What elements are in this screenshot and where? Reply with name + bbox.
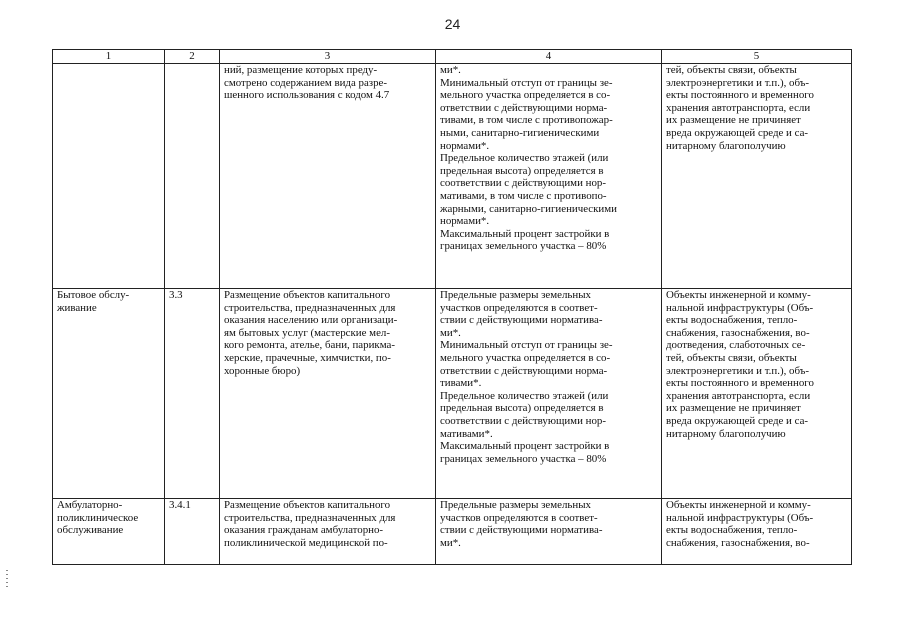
cell-text-line: оказания гражданам амбулаторно- [224, 524, 384, 537]
cell-text-line: соответствии с действующими нор- [440, 414, 606, 427]
cell-text-line: жарными, санитарно-гигиеническими [440, 202, 617, 215]
cell-text-line: Минимальный отступ от границы зе- [440, 339, 613, 352]
cell-text-line: мельного участка определяется в со- [440, 89, 611, 102]
cell-text-line: херские, прачечные, химчистки, по- [224, 351, 391, 364]
column-header: 5 [662, 50, 852, 64]
cell-text-line: хоронные бюро) [224, 364, 301, 377]
use-type-name-cell [53, 289, 165, 499]
column-header: 2 [165, 50, 220, 64]
cell-text-line: электроэнергетики и т.п.), объ- [666, 364, 809, 377]
cell-text-line: электроэнергетики и т.п.), объ- [666, 76, 809, 89]
cell-text-line: их размещение не причиняет [666, 114, 801, 127]
cell-text-line: Размещение объектов капитального [224, 289, 391, 301]
cell-text-line: доотведения, слаботочных се- [666, 339, 806, 352]
cell-text-line: предельная высота) определяется в [440, 402, 604, 415]
cell-text-line: ям бытовых услуг (мастерские мел- [224, 326, 390, 339]
cell-text-line: нормами*. [440, 215, 490, 228]
cell-text-line: екты постоянного и временного [666, 89, 814, 102]
cell-text-line: кого ремонта, ателье, бани, парикма- [224, 339, 395, 352]
auxiliary-uses-cell [662, 64, 852, 289]
column-header: 1 [53, 50, 165, 64]
cell-text-line: снабжения, газоснабжения, во- [666, 536, 810, 549]
cell-text-line: нитарному благополучию [666, 139, 786, 152]
cell-text-line: Предельные размеры земельных [440, 499, 591, 511]
cell-text-line: Максимальный процент застройки в [440, 440, 610, 453]
cell-text-line: шенного использования с кодом 4.7 [224, 89, 390, 102]
cell-text-line: мативами*. [440, 427, 493, 440]
cell-text-line: их размещение не причиняет [666, 402, 801, 415]
parameters-cell [436, 289, 662, 499]
cell-text-line: предельная высота) определяется в [440, 164, 604, 177]
cell-text-line: Амбулаторно- [57, 499, 123, 511]
use-code-cell [165, 289, 220, 499]
cell-text-line: ми*. [440, 64, 461, 76]
cell-text-line: ми*. [440, 326, 461, 339]
cell-text-line: хранения автотранспорта, если [666, 389, 811, 402]
cell-text-line: хранения автотранспорта, если [666, 101, 811, 114]
use-description-cell [220, 289, 436, 499]
cell-text-line: смотрено содержанием вида разре- [224, 76, 387, 89]
cell-text-line: мативами, в том числе с противопо- [440, 189, 607, 202]
cell-text-line: Максимальный процент застройки в [440, 227, 610, 240]
cell-text-line: Объекты инженерной и комму- [666, 289, 811, 301]
parameters-cell [436, 499, 662, 565]
cell-text-line: поликлиническое [57, 511, 139, 524]
cell-text-line: нальной инфраструктуры (Объ- [666, 301, 814, 314]
cell-text-line: мельного участка определяется в со- [440, 351, 611, 364]
cell-text-line: обслуживание [57, 524, 124, 537]
cell-text-line: нормами*. [440, 139, 490, 152]
cell-text-line: тей, объекты связи, объекты [666, 64, 797, 76]
parameters-cell [436, 64, 662, 289]
cell-text-line: 3.4.1 [169, 499, 191, 511]
cell-text-line: ответствии с действующими норма- [440, 101, 608, 114]
cell-text-line: соответствии с действующими нор- [440, 177, 606, 190]
cell-text-line: екты постоянного и временного [666, 377, 814, 390]
auxiliary-uses-cell [662, 289, 852, 499]
table-row [53, 64, 852, 289]
table-header-row [53, 50, 852, 64]
cell-text-line: Предельное количество этажей (или [440, 389, 609, 402]
cell-text-line: вреда окружающей среде и са- [666, 414, 809, 427]
cell-text-line: границах земельного участка – 80% [440, 452, 607, 465]
use-type-name-cell [53, 499, 165, 565]
scan-margin-marks [6, 570, 8, 590]
cell-text-line: строительства, предназначенных для [224, 511, 396, 524]
cell-text-line: тивами*. [440, 377, 482, 390]
cell-text-line: нитарному благополучию [666, 427, 786, 440]
cell-text-line: Размещение объектов капитального [224, 499, 391, 511]
cell-text-line: снабжения, газоснабжения, во- [666, 326, 810, 339]
cell-text-line: живание [57, 301, 97, 314]
use-description-cell [220, 499, 436, 565]
cell-text-line: Предельные размеры земельных [440, 289, 591, 301]
cell-text-line: 3.3 [169, 289, 183, 301]
cell-text-line: ствии с действующими норматива- [440, 524, 603, 537]
cell-text-line: Объекты инженерной и комму- [666, 499, 811, 511]
cell-text-line: екты водоснабжения, тепло- [666, 314, 798, 327]
cell-text-line: оказания населению или организаци- [224, 314, 398, 327]
cell-text-line: ответствии с действующими норма- [440, 364, 608, 377]
cell-text-line: поликлинической медицинской по- [224, 536, 388, 549]
table-row [53, 499, 852, 565]
cell-text-line: ными, санитарно-гигиеническими [440, 126, 600, 139]
page-number: 24 [444, 16, 461, 32]
column-header: 4 [436, 50, 662, 64]
cell-text-line: вреда окружающей среде и са- [666, 126, 809, 139]
column-header: 3 [220, 50, 436, 64]
cell-text-line: ний, размещение которых преду- [224, 64, 378, 76]
cell-text-line: екты водоснабжения, тепло- [666, 524, 798, 537]
cell-text-line: ствии с действующими норматива- [440, 314, 603, 327]
cell-text-line: участков определяются в соответ- [440, 301, 598, 314]
cell-text-line: нальной инфраструктуры (Объ- [666, 511, 814, 524]
cell-text-line: Бытовое обслу- [57, 289, 130, 301]
cell-text-line: Предельное количество этажей (или [440, 152, 609, 165]
land-use-table [52, 49, 852, 565]
cell-text-line: строительства, предназначенных для [224, 301, 396, 314]
cell-text-line: тивами, в том числе с противопожар- [440, 114, 613, 127]
table-row [53, 289, 852, 499]
use-code-cell [165, 499, 220, 565]
cell-text-line: участков определяются в соответ- [440, 511, 598, 524]
cell-text-line: ми*. [440, 536, 461, 549]
cell-text-line: границах земельного участка – 80% [440, 240, 607, 253]
use-type-name-cell [53, 64, 165, 289]
auxiliary-uses-cell [662, 499, 852, 565]
cell-text-line: тей, объекты связи, объекты [666, 351, 797, 364]
use-code-cell [165, 64, 220, 289]
cell-text-line: Минимальный отступ от границы зе- [440, 76, 613, 89]
use-description-cell [220, 64, 436, 289]
